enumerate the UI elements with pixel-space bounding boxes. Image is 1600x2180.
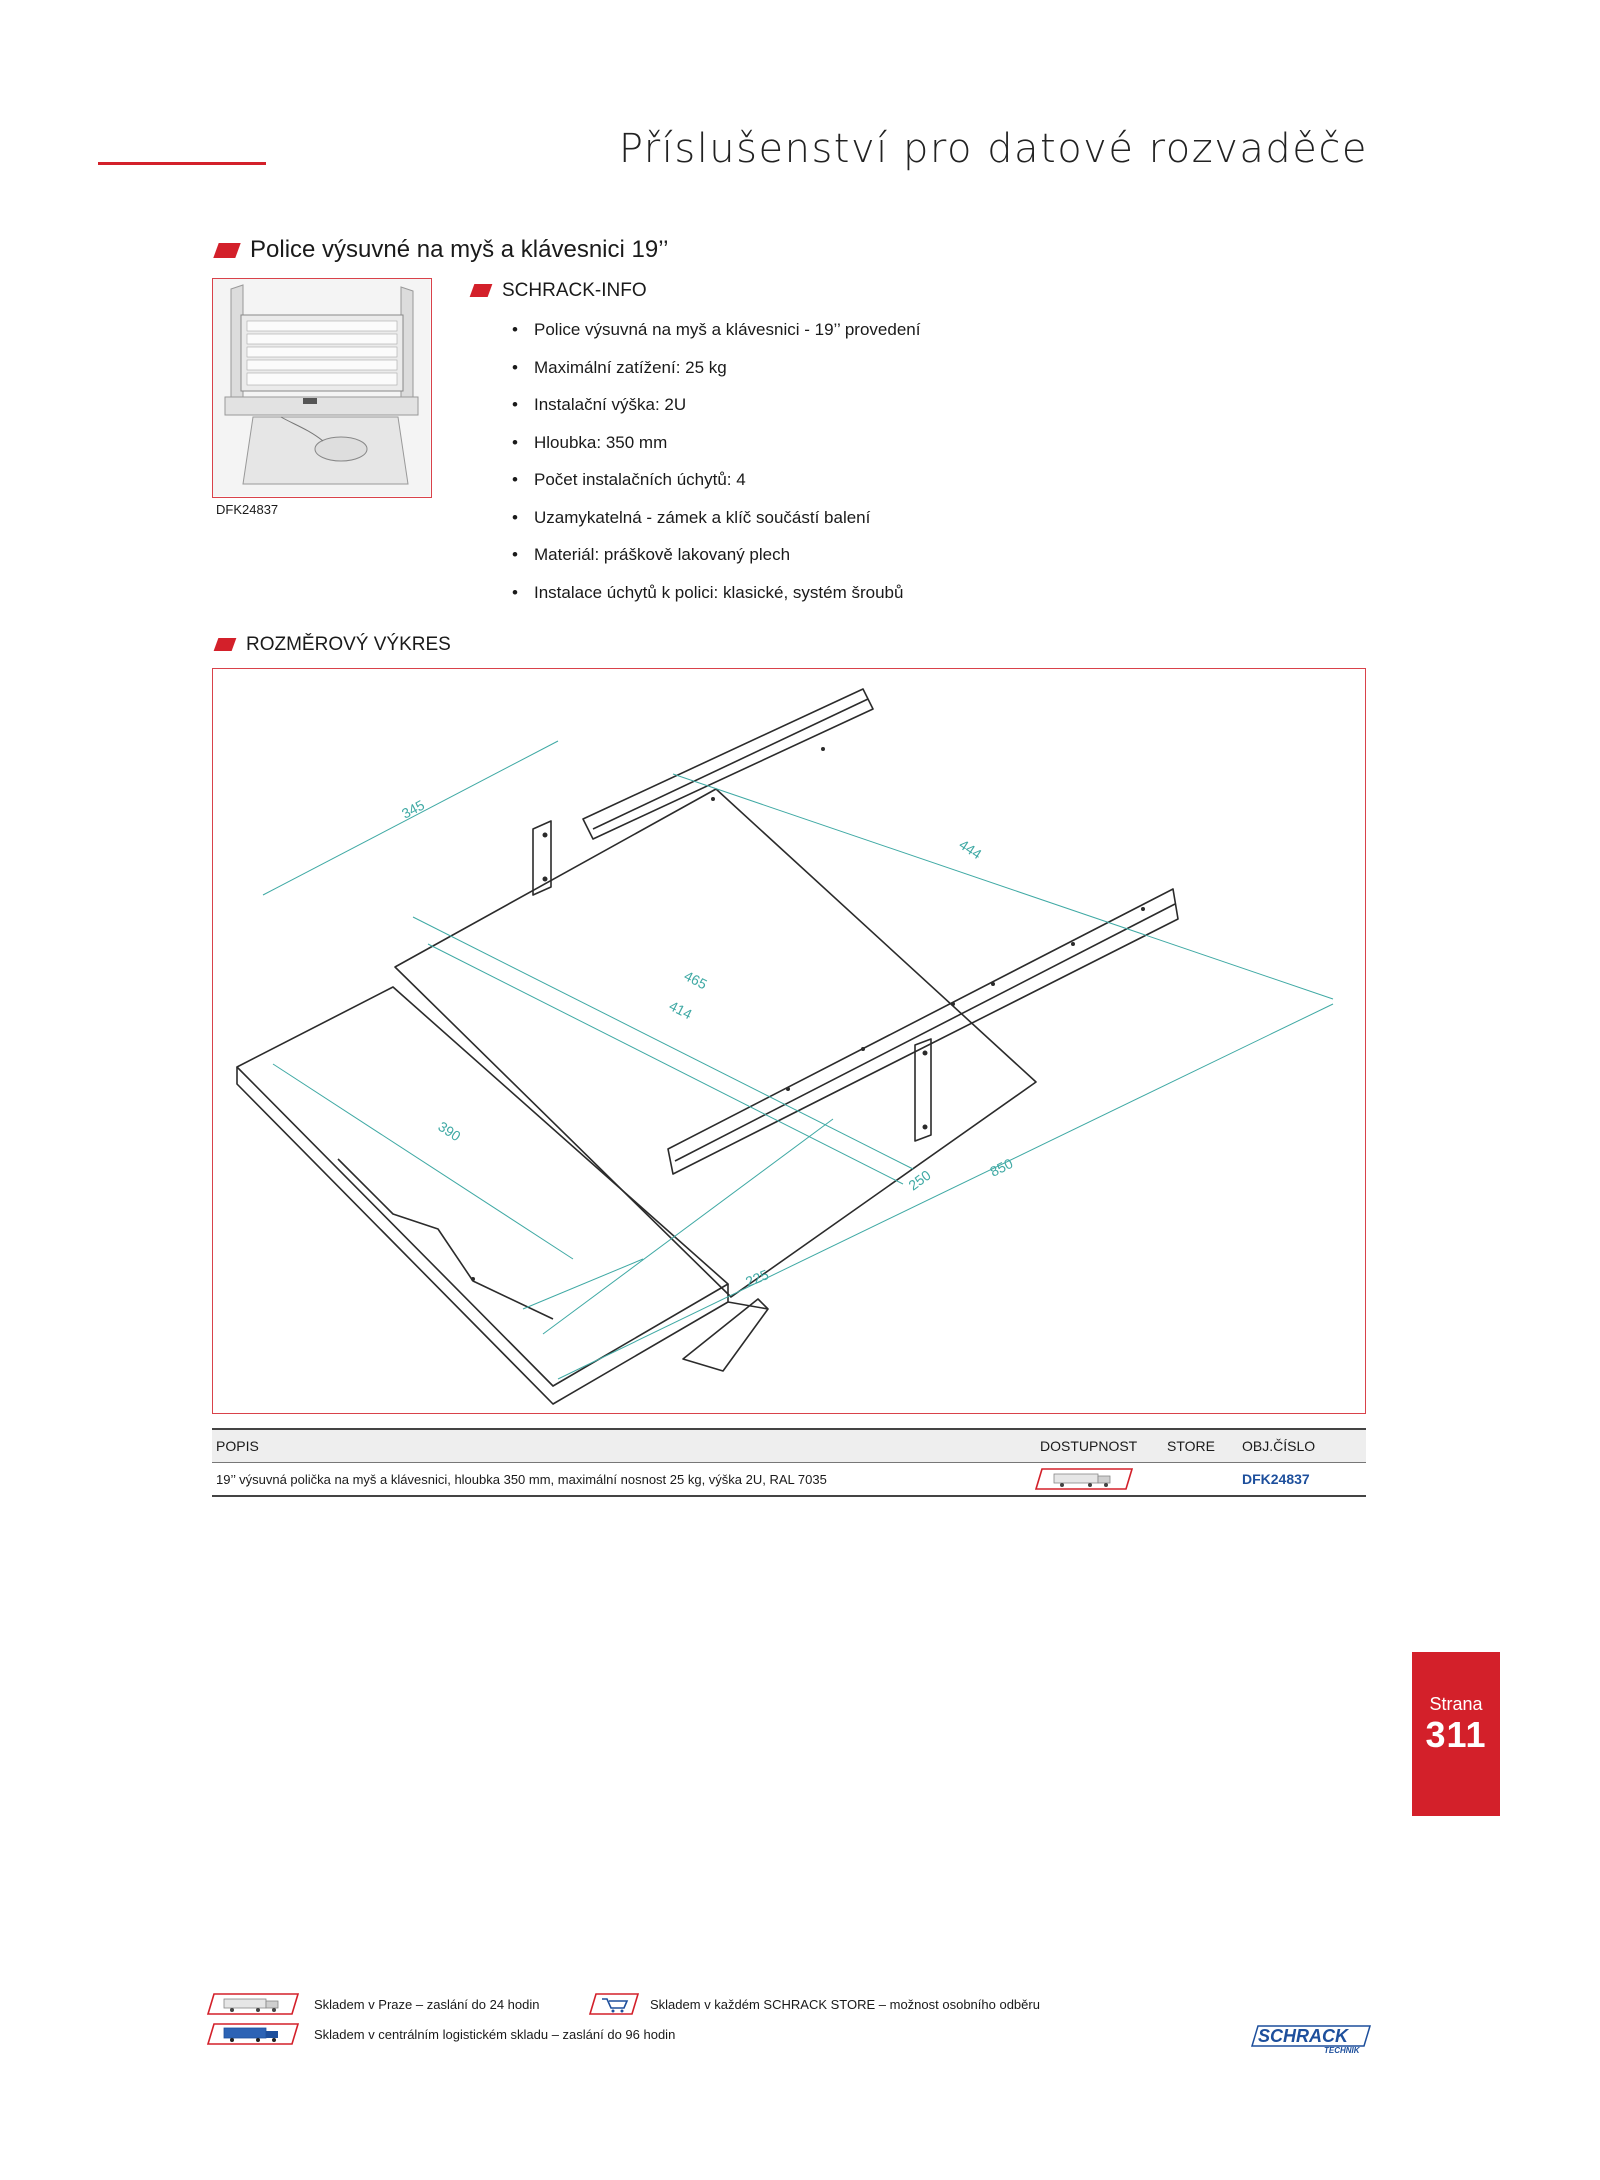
logo-text: SCHRACK (1258, 2026, 1348, 2046)
dimension-label: 414 (666, 997, 695, 1023)
legend-central: Skladem v centrálním logistickém skladu – zaslání do 96 hodin (314, 2027, 676, 2042)
column-header-dostupnost: DOSTUPNOST (1040, 1438, 1138, 1454)
list-item: • Uzamykatelná - zámek a klíč součástí balení (512, 506, 920, 544)
dimension-label: 850 (987, 1155, 1016, 1180)
row-description: 19’’ výsuvná polička na myš a klávesnici, hloubka 350 mm, maximální nosnost 25 kg, výška 2U, RAL 7035 (216, 1472, 827, 1487)
column-header-obj: OBJ.ČÍSLO (1242, 1438, 1316, 1454)
info-title (472, 280, 647, 302)
dimension-label: 390 (435, 1118, 464, 1145)
product-image (212, 278, 432, 498)
page-title: Příslušenství pro datové rozvaděče (618, 126, 1368, 172)
list-item: • Police výsuvná na myš a klávesnici - 19’’ provedení (512, 318, 920, 356)
drawing-title-text: ROZMĚROVÝ VÝKRES (246, 634, 451, 655)
truck-prague-icon (206, 1992, 300, 2016)
logo-subtext: TECHNIK (1324, 2046, 1360, 2055)
red-marker-icon (214, 638, 237, 651)
shelf-dimension-drawing (213, 669, 1364, 1412)
dimension-label: 345 (398, 796, 428, 822)
product-table (212, 1428, 1366, 1497)
legend-prague: Skladem v Praze – zaslání do 24 hodin (314, 1997, 540, 2012)
table-row (212, 1463, 1366, 1497)
info-title-text: SCHRACK-INFO (502, 280, 647, 301)
truck-prague-icon (1034, 1467, 1134, 1491)
red-marker-icon (213, 243, 240, 258)
legend-store: Skladem v každém SCHRACK STORE – možnost osobního odběru (650, 1997, 1040, 2012)
keyboard-shelf-illustration (213, 279, 430, 496)
product-section-title (216, 236, 668, 264)
header-red-line (98, 162, 266, 165)
list-item: • Počet instalačních úchytů: 4 (512, 468, 920, 506)
info-bullets (512, 318, 920, 618)
dimension-label: 225 (743, 1266, 771, 1290)
table-header (212, 1428, 1366, 1463)
column-header-store: STORE (1167, 1438, 1215, 1454)
list-item: • Materiál: práškově lakovaný plech (512, 543, 920, 581)
page-label: Strana (1429, 1694, 1483, 1714)
dimension-drawing (212, 668, 1366, 1414)
dimension-label: 444 (956, 836, 985, 863)
list-item: • Instalace úchytů k polici: klasické, systém šroubů (512, 581, 920, 619)
dimension-label: 465 (681, 967, 710, 993)
truck-central-icon (206, 2022, 300, 2046)
list-item: • Instalační výška: 2U (512, 393, 920, 431)
product-section-title-text: Police výsuvné na myš a klávesnici 19’’ (250, 236, 669, 263)
product-image-code: DFK24837 (216, 502, 279, 517)
order-code-link[interactable]: DFK24837 (1242, 1471, 1310, 1487)
column-header-popis: POPIS (216, 1438, 259, 1454)
red-marker-icon (470, 284, 493, 297)
page-number-badge (1412, 1652, 1500, 1816)
list-item: • Maximální zatížení: 25 kg (512, 356, 920, 394)
drawing-title (216, 634, 451, 656)
dimension-label: 250 (905, 1166, 934, 1194)
page-number: 311 (1425, 1714, 1487, 1755)
shopping-cart-icon (588, 1992, 640, 2016)
schrack-logo (1248, 2022, 1372, 2056)
list-item: • Hloubka: 350 mm (512, 431, 920, 469)
